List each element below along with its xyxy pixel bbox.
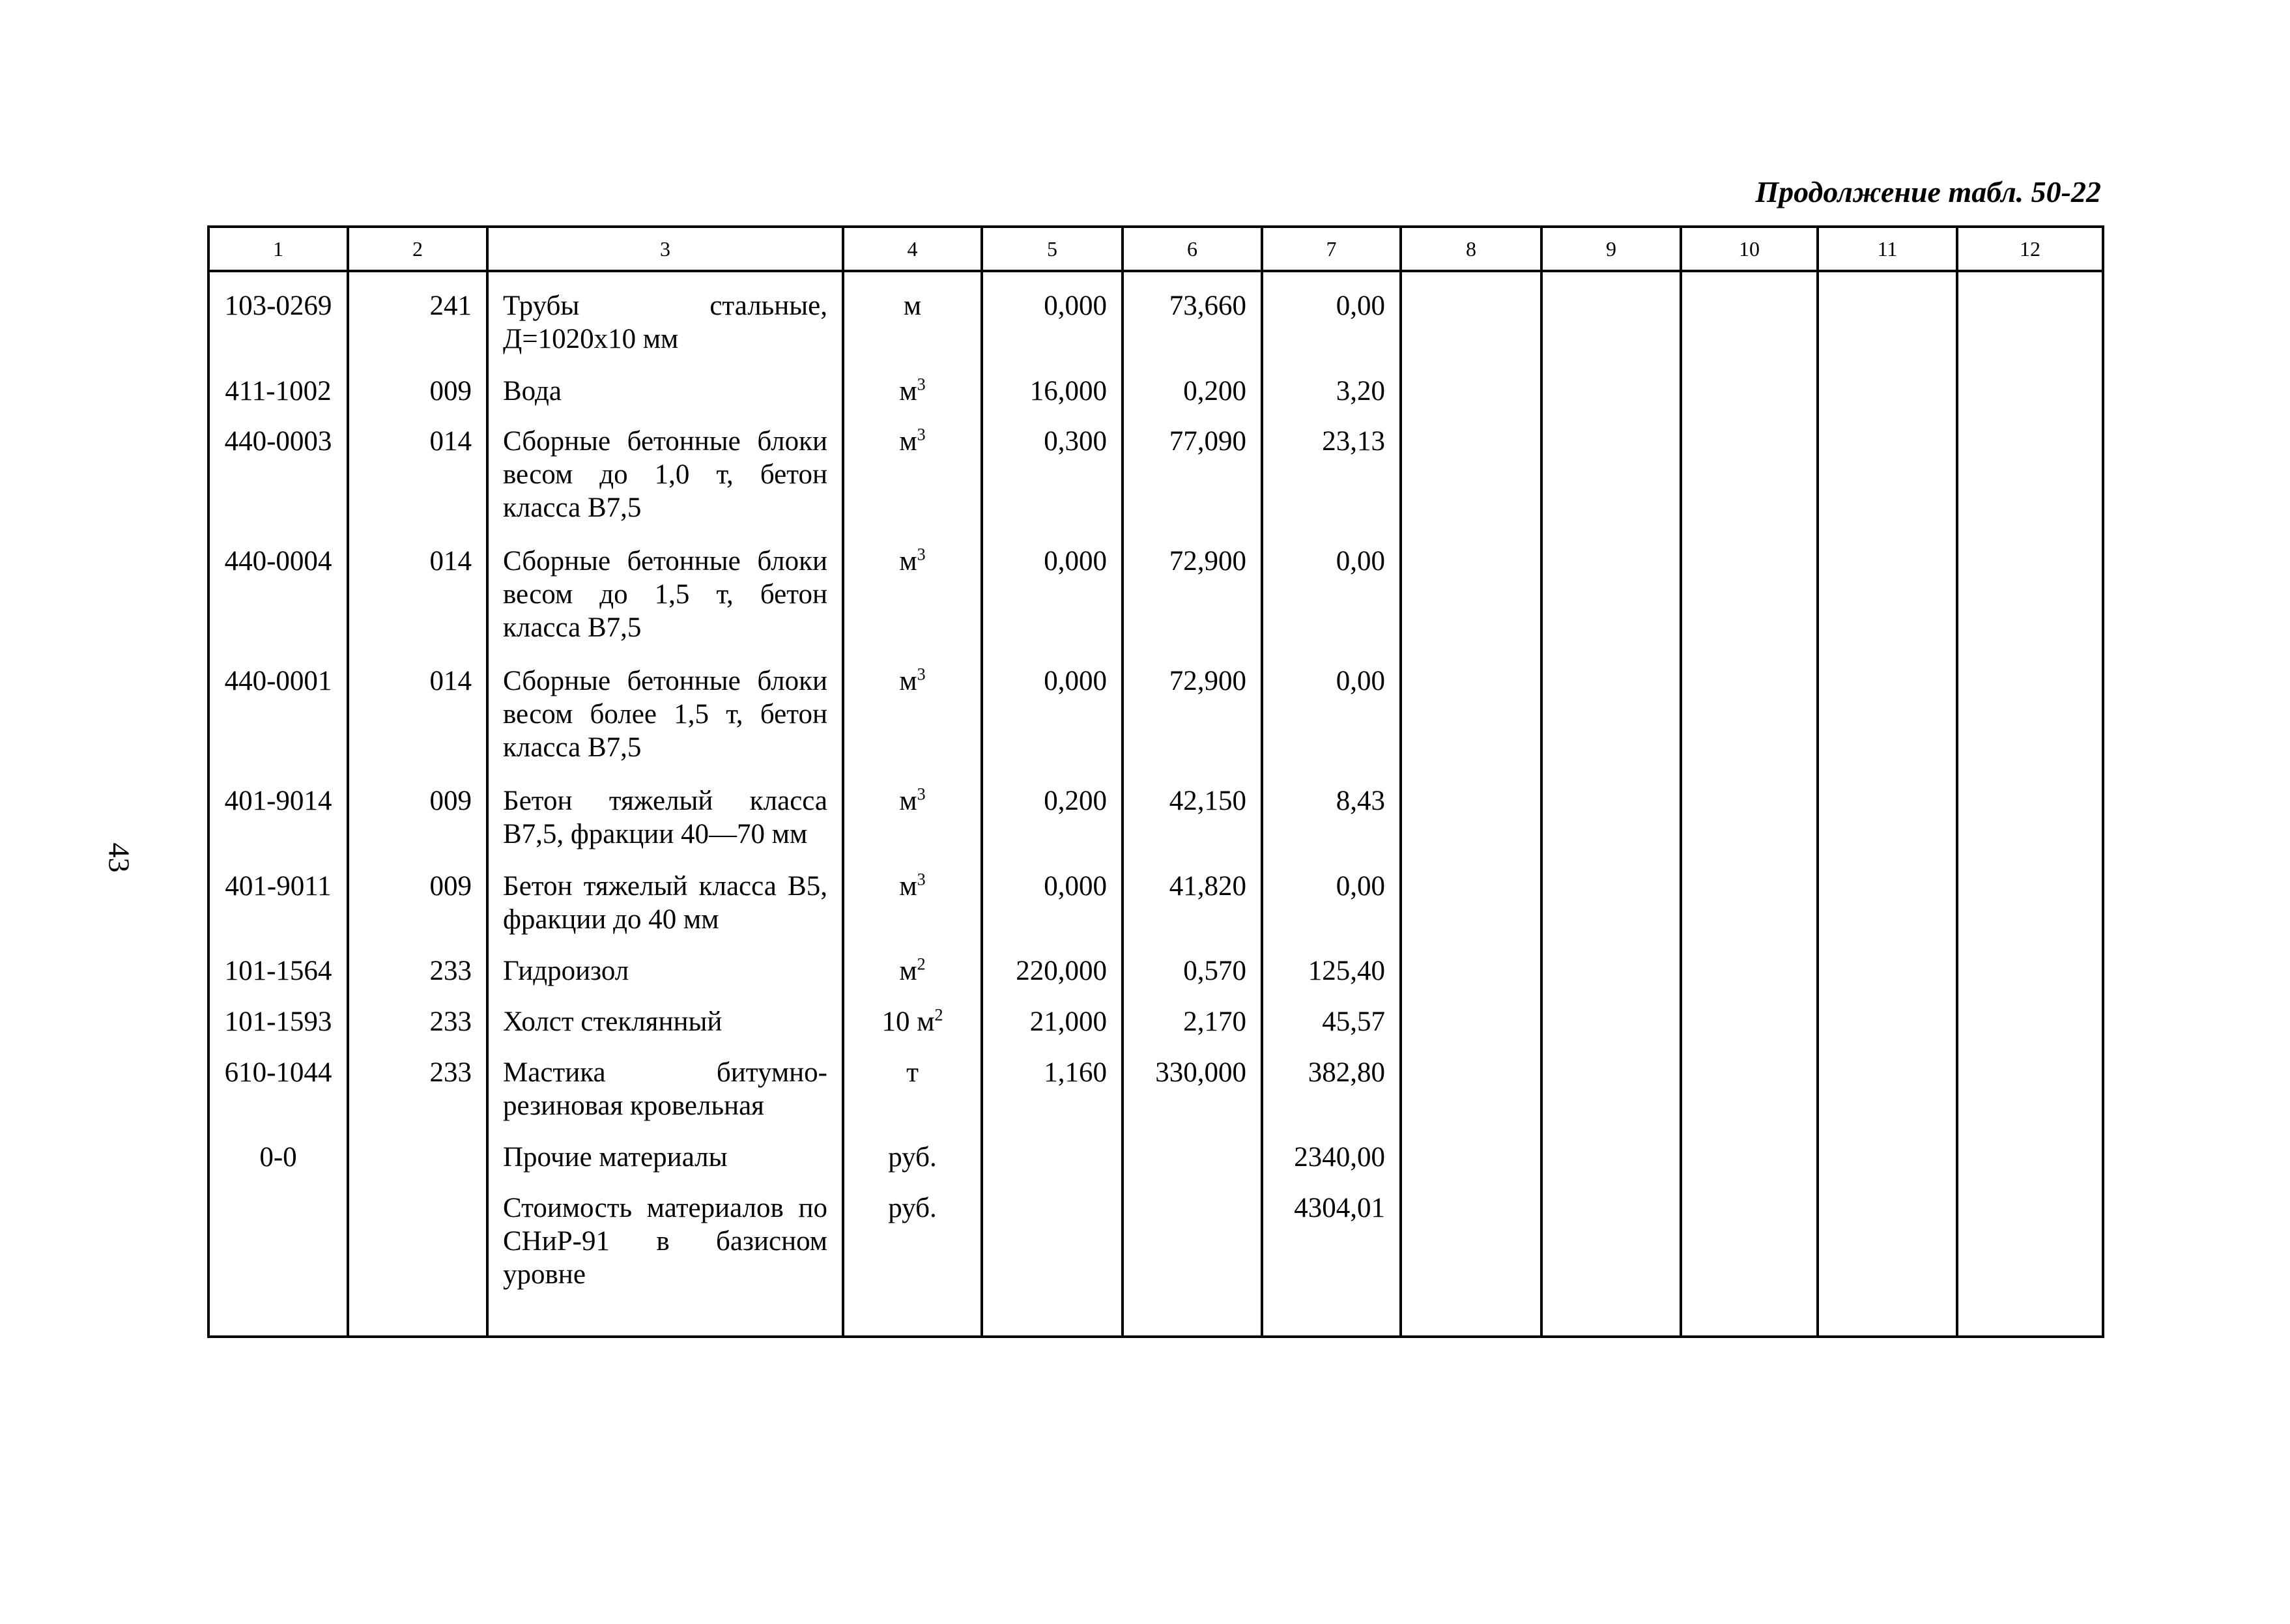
cell-empty [1541, 410, 1681, 530]
cell-empty [1681, 271, 1818, 360]
cell-unit [843, 650, 982, 770]
cell-price [1123, 1177, 1262, 1337]
unit-exponent: 3 [917, 785, 926, 805]
cell-group: 233 [348, 940, 487, 991]
cell-empty [1818, 271, 1957, 360]
cell-empty [1541, 991, 1681, 1042]
cell-empty [1818, 410, 1957, 530]
cell-unit [843, 1177, 982, 1337]
cell-code: 411-1002 [208, 360, 348, 411]
table-row [208, 855, 2103, 940]
cell-empty [1818, 1126, 1957, 1177]
cell-empty [1681, 360, 1818, 411]
cell-group: 014 [348, 650, 487, 770]
col-header: 5 [982, 227, 1123, 271]
cell-code: 101-1593 [208, 991, 348, 1042]
cell-empty [1957, 1042, 2103, 1126]
cell-price: 0,200 [1123, 360, 1262, 411]
cell-quantity: 0,000 [982, 530, 1123, 650]
cell-group: 014 [348, 530, 487, 650]
cell-empty [1541, 855, 1681, 940]
cell-empty [1957, 1126, 2103, 1177]
cell-name: Сборные бетонные блоки весом более 1,5 т, бетон класса В7,5 [487, 650, 843, 770]
cell-price: 2,170 [1123, 991, 1262, 1042]
cell-empty [1401, 1042, 1541, 1126]
unit-text: м [899, 666, 917, 697]
cell-empty [1681, 650, 1818, 770]
cell-name: Стоимость материалов по СНиР-91 в базисном уровне [487, 1177, 843, 1337]
cell-empty [1401, 530, 1541, 650]
cell-empty [1818, 940, 1957, 991]
cell-price: 41,820 [1123, 855, 1262, 940]
cell-empty [1818, 770, 1957, 855]
cell-empty [1401, 855, 1541, 940]
cell-quantity: 0,000 [982, 855, 1123, 940]
cell-code: 103-0269 [208, 271, 348, 360]
cell-empty [1681, 1177, 1818, 1337]
unit-text: руб. [888, 1192, 937, 1223]
cell-name: Сборные бетонные блоки весом до 1,0 т, бетон класса В7,5 [487, 410, 843, 530]
cell-empty [1401, 770, 1541, 855]
cell-quantity: 0,200 [982, 770, 1123, 855]
table-row [208, 940, 2103, 991]
cell-quantity [982, 1126, 1123, 1177]
unit-text: руб. [888, 1142, 937, 1173]
cell-empty [1401, 410, 1541, 530]
unit-exponent: 3 [917, 425, 926, 445]
cell-name: Бетон тяжелый класса В7,5, фракции 40—70 мм [487, 770, 843, 855]
cell-unit [843, 530, 982, 650]
cell-unit [843, 360, 982, 411]
cell-cost: 0,00 [1262, 650, 1401, 770]
cell-group: 241 [348, 271, 487, 360]
cell-price: 0,570 [1123, 940, 1262, 991]
cell-price: 73,660 [1123, 271, 1262, 360]
col-header: 9 [1541, 227, 1681, 271]
col-header: 4 [843, 227, 982, 271]
cell-empty [1957, 855, 2103, 940]
cell-cost: 2340,00 [1262, 1126, 1401, 1177]
unit-text: м [899, 956, 917, 987]
cell-group: 009 [348, 360, 487, 411]
unit-text: м [899, 870, 917, 902]
cell-empty [1957, 410, 2103, 530]
cell-empty [1818, 1177, 1957, 1337]
cell-group [348, 1177, 487, 1337]
col-header: 11 [1818, 227, 1957, 271]
col-header: 7 [1262, 227, 1401, 271]
cell-empty [1681, 530, 1818, 650]
cell-name: Мастика битумно-резиновая кровельная [487, 1042, 843, 1126]
cell-empty [1957, 770, 2103, 855]
cell-group: 233 [348, 991, 487, 1042]
cell-price [1123, 1126, 1262, 1177]
cell-cost: 0,00 [1262, 530, 1401, 650]
cell-code: 440-0004 [208, 530, 348, 650]
cell-quantity: 1,160 [982, 1042, 1123, 1126]
cell-cost: 3,20 [1262, 360, 1401, 411]
cell-unit [843, 1126, 982, 1177]
cell-empty [1541, 650, 1681, 770]
table-row [208, 650, 2103, 770]
cell-empty [1681, 1126, 1818, 1177]
cell-empty [1818, 360, 1957, 411]
cell-price: 72,900 [1123, 530, 1262, 650]
col-header: 6 [1123, 227, 1262, 271]
cell-code: 401-9011 [208, 855, 348, 940]
cell-empty [1681, 940, 1818, 991]
cell-group [348, 1126, 487, 1177]
cell-empty [1957, 940, 2103, 991]
cell-code: 610-1044 [208, 1042, 348, 1126]
unit-text: м [899, 426, 917, 457]
cell-group: 009 [348, 855, 487, 940]
cell-cost: 382,80 [1262, 1042, 1401, 1126]
cell-unit [843, 991, 982, 1042]
cell-name: Холст стеклянный [487, 991, 843, 1042]
cell-quantity [982, 1177, 1123, 1337]
col-header: 10 [1681, 227, 1818, 271]
cell-empty [1957, 650, 2103, 770]
cell-name: Бетон тяжелый класса В5, фракции до 40 мм [487, 855, 843, 940]
unit-exponent: 3 [917, 870, 926, 889]
col-header: 1 [208, 227, 348, 271]
cell-empty [1541, 1126, 1681, 1177]
cell-quantity: 220,000 [982, 940, 1123, 991]
cell-price: 330,000 [1123, 1042, 1262, 1126]
cell-empty [1818, 855, 1957, 940]
page-number: 43 [102, 842, 136, 873]
unit-exponent: 2 [917, 954, 926, 974]
cell-unit [843, 1042, 982, 1126]
cell-empty [1541, 360, 1681, 411]
cell-empty [1818, 650, 1957, 770]
cell-empty [1401, 360, 1541, 411]
cell-cost: 8,43 [1262, 770, 1401, 855]
cell-quantity: 16,000 [982, 360, 1123, 411]
unit-exponent: 3 [917, 375, 926, 394]
table-caption: Продолжение табл. 50-22 [1755, 175, 2101, 208]
cell-empty [1401, 1126, 1541, 1177]
cell-empty [1957, 1177, 2103, 1337]
cell-empty [1541, 530, 1681, 650]
cell-cost: 125,40 [1262, 940, 1401, 991]
cell-empty [1818, 1042, 1957, 1126]
col-header: 3 [487, 227, 843, 271]
cell-empty [1681, 770, 1818, 855]
table-row [208, 530, 2103, 650]
cell-empty [1957, 991, 2103, 1042]
cell-unit [843, 410, 982, 530]
table-row [208, 770, 2103, 855]
cell-group: 014 [348, 410, 487, 530]
cell-cost: 45,57 [1262, 991, 1401, 1042]
cell-quantity: 0,300 [982, 410, 1123, 530]
col-header: 8 [1401, 227, 1541, 271]
unit-text: м [899, 786, 917, 817]
unit-text: 10 м [881, 1006, 935, 1037]
cell-code: 440-0003 [208, 410, 348, 530]
cell-quantity: 21,000 [982, 991, 1123, 1042]
unit-exponent: 3 [917, 545, 926, 565]
cell-unit [843, 770, 982, 855]
table-row [208, 271, 2103, 360]
cell-empty [1401, 1177, 1541, 1337]
cell-cost: 4304,01 [1262, 1177, 1401, 1337]
cell-empty [1681, 410, 1818, 530]
cell-unit [843, 271, 982, 360]
cell-code [208, 1177, 348, 1337]
cell-price: 72,900 [1123, 650, 1262, 770]
cell-unit [843, 940, 982, 991]
unit-exponent: 3 [917, 665, 926, 685]
cell-quantity: 0,000 [982, 271, 1123, 360]
cell-empty [1957, 530, 2103, 650]
cell-empty [1401, 940, 1541, 991]
cell-unit [843, 855, 982, 940]
cell-price: 42,150 [1123, 770, 1262, 855]
table-row [208, 991, 2103, 1042]
table-row [208, 360, 2103, 411]
cell-cost: 23,13 [1262, 410, 1401, 530]
table-row [208, 1126, 2103, 1177]
cell-name: Сборные бетонные блоки весом до 1,5 т, бетон класса В7,5 [487, 530, 843, 650]
unit-text: м [899, 375, 917, 406]
unit-exponent: 2 [934, 1005, 943, 1025]
unit-text: м [903, 291, 922, 321]
cell-quantity: 0,000 [982, 650, 1123, 770]
cell-empty [1681, 1042, 1818, 1126]
cell-empty [1541, 1177, 1681, 1337]
cell-name: Вода [487, 360, 843, 411]
cell-code: 401-9014 [208, 770, 348, 855]
unit-text: м [899, 546, 917, 577]
header-row [208, 227, 2103, 271]
table-row [208, 1042, 2103, 1126]
cell-empty [1401, 650, 1541, 770]
cell-empty [1541, 940, 1681, 991]
cell-code: 101-1564 [208, 940, 348, 991]
col-header: 2 [348, 227, 487, 271]
cell-empty [1401, 991, 1541, 1042]
table-row [208, 410, 2103, 530]
cell-cost: 0,00 [1262, 271, 1401, 360]
materials-table [207, 225, 2104, 1338]
table-row [208, 1177, 2103, 1337]
cell-empty [1541, 271, 1681, 360]
cell-group: 009 [348, 770, 487, 855]
cell-group: 233 [348, 1042, 487, 1126]
cell-empty [1401, 271, 1541, 360]
unit-text: т [906, 1057, 919, 1088]
cell-price: 77,090 [1123, 410, 1262, 530]
cell-empty [1681, 855, 1818, 940]
cell-empty [1541, 1042, 1681, 1126]
cell-name: Трубы стальные, Д=1020x10 мм [487, 271, 843, 360]
cell-name: Прочие материалы [487, 1126, 843, 1177]
cell-empty [1681, 991, 1818, 1042]
cell-empty [1818, 991, 1957, 1042]
cell-empty [1541, 770, 1681, 855]
cell-name: Гидроизол [487, 940, 843, 991]
cell-cost: 0,00 [1262, 855, 1401, 940]
cell-code: 0-0 [208, 1126, 348, 1177]
cell-code: 440-0001 [208, 650, 348, 770]
col-header: 12 [1957, 227, 2103, 271]
cell-empty [1818, 530, 1957, 650]
cell-empty [1957, 360, 2103, 411]
cell-empty [1957, 271, 2103, 360]
